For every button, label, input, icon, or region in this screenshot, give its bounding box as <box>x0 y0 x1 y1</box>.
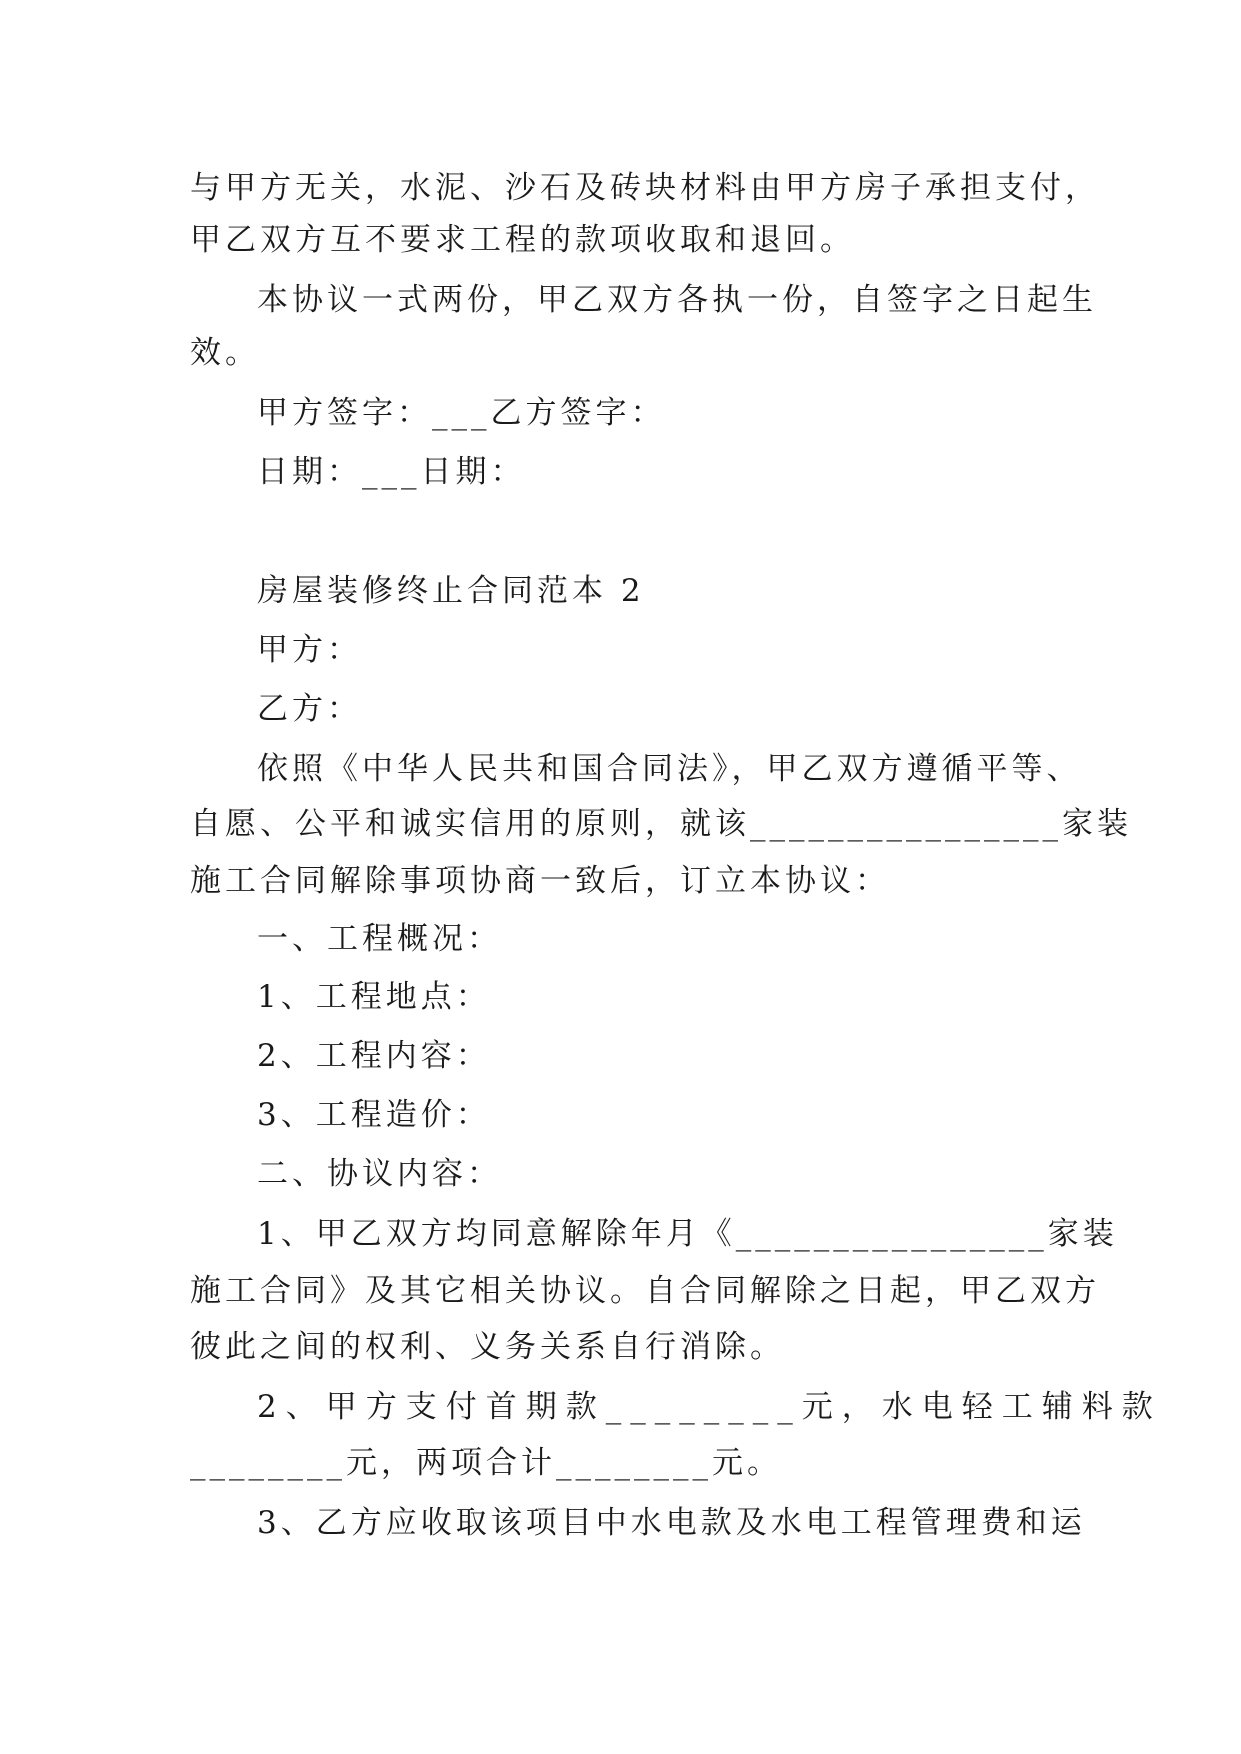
heading-line: 一、工程概况： <box>257 921 502 957</box>
party-b-line: 乙方： <box>257 691 362 727</box>
list-item: 2、甲方支付首期款________元，水电轻工辅料款 <box>257 1389 1162 1425</box>
list-item: 3、工程造价： <box>257 1097 491 1133</box>
signature-line: 甲方签字：___乙方签字： <box>257 395 666 431</box>
text-line: 自愿、公平和诚实信用的原则，就该________________家装 <box>190 806 1132 842</box>
text-line: 与甲方无关，水泥、沙石及砖块材料由甲方房子承担支付， <box>190 170 1100 206</box>
list-item: 1、工程地点： <box>257 979 491 1015</box>
text-line: 施工合同》及其它相关协议。自合同解除之日起，甲乙双方 <box>190 1273 1100 1309</box>
text-line: 甲乙双方互不要求工程的款项收取和退回。 <box>190 222 855 258</box>
text-line: 施工合同解除事项协商一致后，订立本协议： <box>190 863 890 899</box>
list-item: 2、工程内容： <box>257 1038 491 1074</box>
list-item: 3、乙方应收取该项目中水电款及水电工程管理费和运 <box>257 1505 1086 1541</box>
text-line: 彼此之间的权利、义务关系自行消除。 <box>190 1329 785 1365</box>
text-line: ________元，两项合计________元。 <box>190 1445 782 1481</box>
section-title: 房屋装修终止合同范本 2 <box>257 573 645 609</box>
party-a-line: 甲方： <box>257 632 362 668</box>
text-line: 本协议一式两份，甲乙双方各执一份，自签字之日起生 <box>257 282 1097 318</box>
text-line: 效。 <box>190 335 260 371</box>
heading-line: 二、协议内容： <box>257 1156 502 1192</box>
date-line: 日期：___日期： <box>257 454 526 490</box>
list-item: 1、甲乙双方均同意解除年月《________________家装 <box>257 1216 1118 1252</box>
text-line: 依照《中华人民共和国合同法》，甲乙双方遵循平等、 <box>257 751 1082 787</box>
